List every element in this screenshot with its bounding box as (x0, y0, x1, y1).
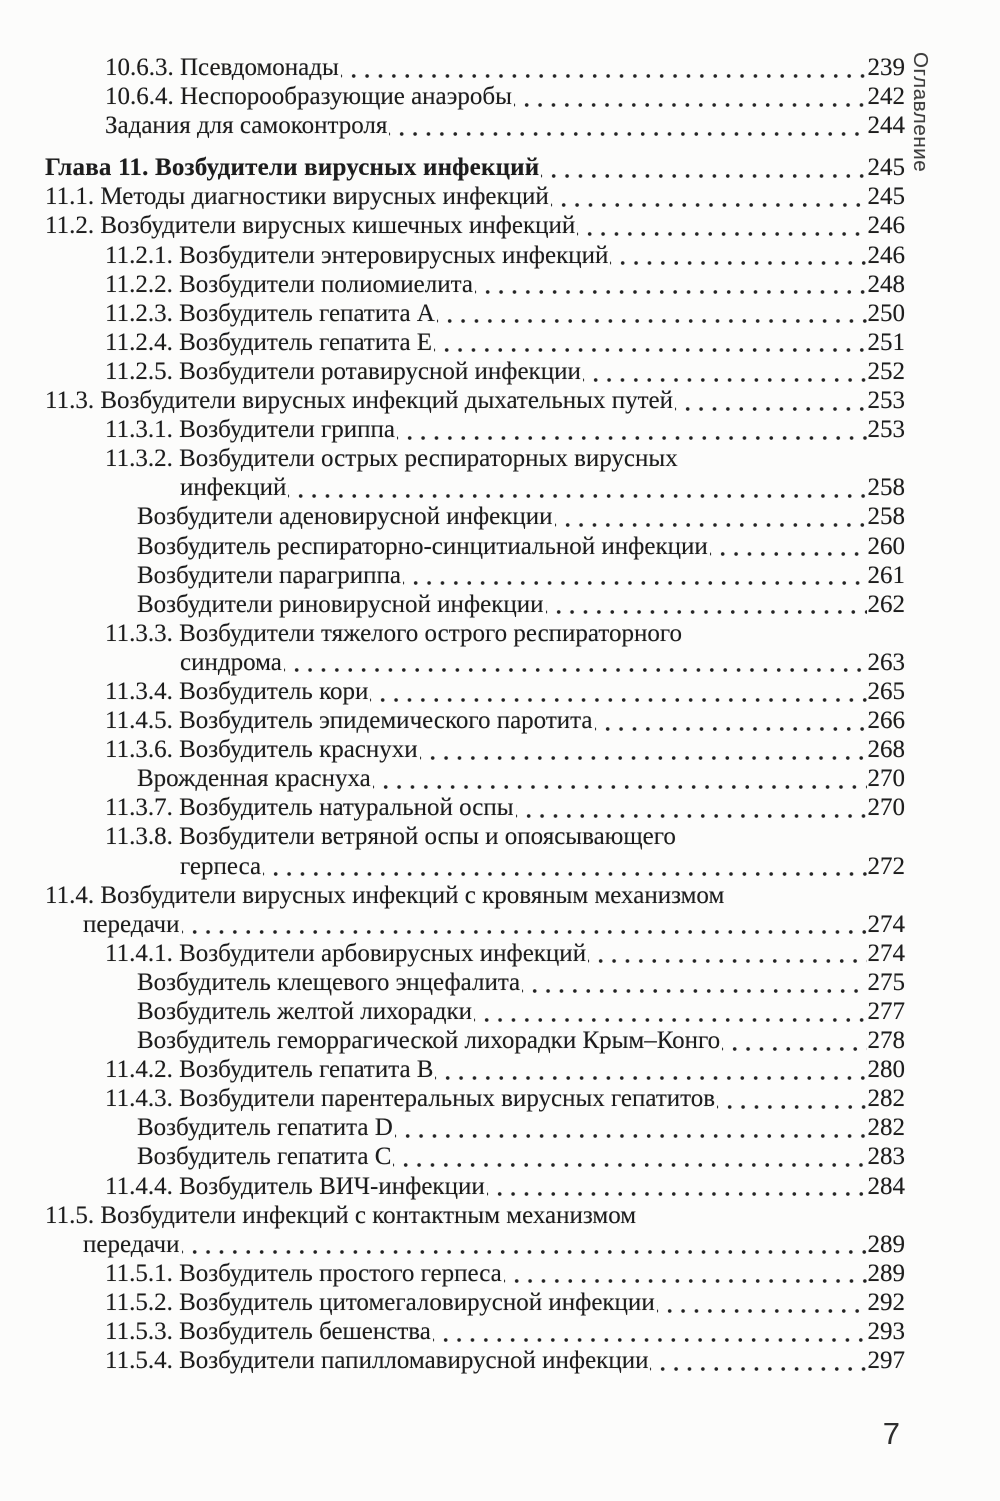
dot-leader (403, 562, 866, 591)
dot-leader (434, 329, 866, 358)
toc-entry-page: 245 (867, 154, 905, 182)
toc-entry (45, 1289, 905, 1318)
dot-leader (657, 1289, 867, 1318)
toc-entry (45, 183, 905, 212)
dot-leader (341, 54, 867, 83)
toc-entry (45, 503, 905, 532)
toc-entry-page: 277 (867, 998, 905, 1025)
toc-entry-page: 262 (867, 590, 905, 618)
toc-entry (45, 329, 905, 358)
toc-entry (45, 678, 905, 707)
toc-entry-title: 11.3.6. Возбудитель краснухи (105, 736, 418, 764)
toc-entry-page: 266 (867, 707, 905, 735)
toc-entry-title: синдрома (180, 648, 282, 676)
toc-entry-page: 297 (867, 1347, 905, 1375)
toc-entry (45, 736, 905, 765)
toc-entry (45, 940, 905, 969)
page-number: 7 (882, 1416, 900, 1451)
toc-entry-title: 11.3.3. Возбудители тяжелого острого респираторного (105, 619, 682, 647)
toc-entry (45, 533, 905, 562)
dot-leader (541, 154, 866, 183)
toc-entry (45, 212, 905, 241)
toc-entry (45, 765, 905, 794)
toc-entry-title: Возбудитель респираторно-синцитиальной инфекции (137, 532, 708, 560)
toc-entry (45, 1318, 905, 1347)
toc-entry-page: 272 (867, 852, 905, 880)
toc-entry-page: 263 (867, 648, 905, 676)
toc-entry-page: 293 (867, 1318, 905, 1346)
toc-entry-page: 265 (867, 677, 905, 705)
toc-entry-page: 261 (867, 561, 905, 589)
toc-entry-title: 11.3.4. Возбудитель кори (105, 677, 369, 705)
toc-entry-page: 251 (867, 328, 905, 356)
dot-leader (514, 83, 867, 112)
toc-entry-page: 258 (867, 474, 905, 502)
toc-entry-page: 270 (867, 765, 905, 793)
toc-entry-title: 11.1. Методы диагностики вирусных инфекций (45, 183, 549, 211)
toc-entry (45, 620, 905, 649)
dot-leader (710, 533, 867, 562)
toc-entry-title: Возбудители риновирусной инфекции (137, 590, 544, 618)
toc-entry (45, 1173, 905, 1202)
toc-entry (45, 1027, 905, 1056)
toc-entry-title: 11.4.5. Возбудитель эпидемического паротита (105, 707, 593, 735)
toc-entry (45, 416, 905, 445)
toc-entry (45, 1231, 905, 1260)
dot-leader (516, 794, 867, 823)
toc-entry (45, 707, 905, 736)
toc-entry (45, 300, 905, 329)
toc-entry-title: Врожденная краснуха (137, 765, 371, 793)
dot-leader (263, 853, 866, 882)
toc-entry-title: Возбудитель желтой лихорадки (137, 998, 472, 1025)
toc-entry-page: 253 (867, 387, 905, 415)
dot-leader (420, 736, 867, 765)
toc-entry-page: 244 (867, 112, 905, 140)
dot-leader (717, 1085, 866, 1114)
toc-entry-title: 11.2.5. Возбудители ротавирусной инфекции (105, 357, 581, 385)
toc-entry-title: 11.2.2. Возбудители полиомиелита (105, 270, 473, 298)
toc-entry-title: Возбудители аденовирусной инфекции (137, 503, 553, 531)
toc-entry-title: Возбудитель гепатита С (137, 1143, 392, 1171)
dot-leader (546, 591, 867, 620)
toc-entry (45, 882, 905, 911)
dot-leader (474, 998, 867, 1027)
margin-label-vertical: Оглавление (909, 52, 932, 173)
dot-leader (373, 765, 867, 794)
toc-entry-page: 289 (867, 1230, 905, 1258)
toc-entry-page: 242 (867, 83, 905, 111)
toc-entry (45, 853, 905, 882)
dot-leader (288, 474, 866, 503)
dot-leader (551, 183, 867, 212)
toc-entry-page: 282 (867, 1114, 905, 1142)
table-of-contents (45, 0, 905, 1376)
toc-entry-page: 280 (867, 1056, 905, 1084)
toc-entry-page: 283 (867, 1143, 905, 1171)
toc-entry-page: 292 (867, 1288, 905, 1316)
dot-leader (182, 911, 867, 940)
toc-entry (45, 562, 905, 591)
toc-entry-title: 11.5.1. Возбудитель простого герпеса (105, 1259, 502, 1287)
toc-entry (45, 271, 905, 300)
toc-entry-title: 11.2.1. Возбудители энтеровирусных инфекций (105, 241, 609, 269)
toc-entry-title: 10.6.3. Псевдомонады (105, 54, 339, 81)
toc-entry-page: 260 (867, 532, 905, 560)
toc-entry-title: Задания для самоконтроля (105, 112, 388, 140)
toc-entry (45, 154, 905, 183)
toc-entry-page: 258 (867, 503, 905, 531)
toc-entry (45, 1260, 905, 1289)
toc-entry (45, 794, 905, 823)
toc-entry (45, 969, 905, 998)
dot-leader (588, 940, 866, 969)
toc-entry (45, 387, 905, 416)
toc-entry (45, 1056, 905, 1085)
toc-entry-title: Возбудитель гепатита D (137, 1114, 393, 1142)
dot-leader (595, 707, 867, 736)
toc-entry-page: 274 (867, 910, 905, 938)
dot-leader (722, 1027, 866, 1056)
toc-entry-title: 10.6.4. Неспорообразующие анаэробы (105, 83, 512, 111)
toc-entry-page: 275 (867, 968, 905, 996)
toc-entry (45, 54, 905, 83)
toc-entry-title: инфекций (180, 474, 287, 502)
toc-entry-title: 11.5.3. Возбудитель бешенства (105, 1318, 431, 1346)
toc-entry-title: 11.3. Возбудители вирусных инфекций дыхательных путей (45, 387, 673, 415)
toc-entry (45, 112, 905, 141)
toc-entry-page: 245 (867, 183, 905, 211)
toc-entry-title: Возбудители парагриппа (137, 561, 402, 589)
toc-entry (45, 823, 905, 852)
toc-entry-title: 11.4.3. Возбудители парентеральных вирусных гепатитов (105, 1085, 716, 1113)
toc-entry-title: 11.4. Возбудители вирусных инфекций с кровяным механизмом (45, 881, 725, 909)
toc-entry-page: 282 (867, 1085, 905, 1113)
toc-entry-page: 239 (867, 54, 905, 81)
dot-leader (522, 969, 866, 998)
toc-entry-page: 289 (867, 1259, 905, 1287)
toc-entry-title: Возбудитель клещевого энцефалита (137, 968, 521, 996)
toc-entry (45, 1347, 905, 1376)
dot-leader (433, 1318, 867, 1347)
dot-leader (395, 1114, 867, 1143)
toc-entry-page: 248 (867, 270, 905, 298)
dot-leader (435, 1056, 866, 1085)
dot-leader (555, 503, 867, 532)
toc-entry (45, 1143, 905, 1172)
dot-leader (393, 1143, 866, 1172)
dot-leader (583, 358, 867, 387)
toc-entry (45, 591, 905, 620)
toc-entry-title: 11.4.1. Возбудители арбовирусных инфекций (105, 939, 587, 967)
dot-leader (389, 112, 866, 141)
toc-entry-title: 11.5.4. Возбудители папилломавирусной инфекции (105, 1347, 649, 1375)
dot-leader (284, 649, 867, 678)
toc-entry (45, 1202, 905, 1231)
toc-entry-title: 11.3.1. Возбудители гриппа (105, 416, 396, 444)
dot-leader (504, 1260, 867, 1289)
toc-entry-title: 11.4.2. Возбудитель гепатита В (105, 1056, 434, 1084)
toc-entry-title: 11.2.4. Возбудитель гепатита Е (105, 328, 433, 356)
toc-entry-title: 11.5. Возбудители инфекций с контактным механизмом (45, 1201, 637, 1229)
toc-entry-title: 11.2.3. Возбудитель гепатита А (105, 299, 435, 327)
toc-entry-title: герпеса (180, 852, 262, 880)
toc-entry-title: 11.2. Возбудители вирусных кишечных инфекций (45, 212, 576, 240)
dot-leader (182, 1231, 867, 1260)
toc-entry (45, 911, 905, 940)
toc-entry (45, 1085, 905, 1114)
toc-entry (45, 474, 905, 503)
toc-entry-title: 11.5.2. Возбудитель цитомегаловирусной инфекции (105, 1288, 655, 1316)
dot-leader (370, 678, 866, 707)
toc-entry-page: 268 (867, 736, 905, 764)
toc-entry-title: передачи (83, 910, 180, 938)
dot-leader (397, 416, 866, 445)
dot-leader (487, 1173, 867, 1202)
dot-leader (675, 387, 867, 416)
toc-entry-title: Глава 11. Возбудители вирусных инфекций (45, 154, 540, 182)
toc-entry-title: Возбудитель геморрагической лихорадки Крым–Конго (137, 1027, 721, 1055)
toc-entry-page: 246 (867, 241, 905, 269)
toc-entry-page: 246 (867, 212, 905, 240)
toc-entry-title: передачи (83, 1230, 180, 1258)
dot-leader (577, 212, 866, 241)
toc-entry-page: 250 (867, 299, 905, 327)
toc-entry (45, 83, 905, 112)
toc-entry-title: 11.3.7. Возбудитель натуральной оспы (105, 794, 514, 822)
toc-entry-title: 11.3.2. Возбудители острых респираторных вирусных (105, 445, 678, 473)
toc-entry-title: 11.3.8. Возбудители ветряной оспы и опоясывающего (105, 823, 676, 851)
dot-leader (610, 242, 866, 271)
dot-leader (475, 271, 867, 300)
toc-entry (45, 1114, 905, 1143)
dot-leader (650, 1347, 866, 1376)
toc-entry-page: 252 (867, 357, 905, 385)
toc-entry (45, 649, 905, 678)
toc-entry-page: 284 (867, 1172, 905, 1200)
toc-entry-page: 274 (867, 939, 905, 967)
toc-entry (45, 445, 905, 474)
toc-entry (45, 358, 905, 387)
toc-entry (45, 998, 905, 1027)
toc-entry-page: 270 (867, 794, 905, 822)
toc-entry-page: 278 (867, 1027, 905, 1055)
dot-leader (437, 300, 867, 329)
toc-entry-page: 253 (867, 416, 905, 444)
toc-entry-title: 11.4.4. Возбудитель ВИЧ-инфекции (105, 1172, 485, 1200)
toc-entry (45, 242, 905, 271)
